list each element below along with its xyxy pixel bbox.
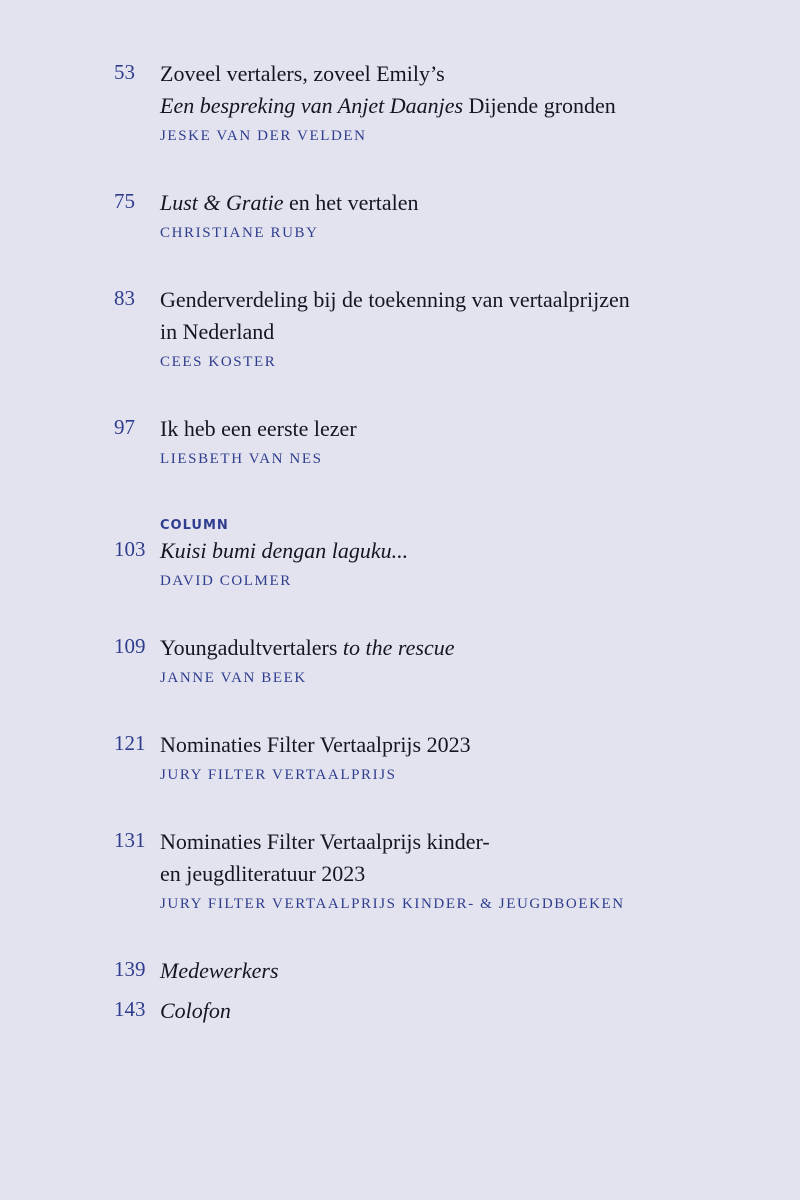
entry-author: JURY FILTER VERTAALPRIJS KINDER- & JEUGDBOEKEN xyxy=(160,896,625,912)
toc-entry[interactable] xyxy=(114,632,774,687)
entry-author: CEES KOSTER xyxy=(160,354,277,370)
toc-entry[interactable] xyxy=(114,413,774,468)
toc-entry[interactable] xyxy=(114,955,774,987)
page-number: 143 xyxy=(114,997,146,1021)
entry-author: JANNE VAN BEEK xyxy=(160,670,307,686)
toc-entry[interactable] xyxy=(114,284,774,371)
entry-title: Nominaties Filter Vertaalprijs 2023 xyxy=(160,732,471,757)
page-number: 109 xyxy=(114,634,146,658)
entry-title-line2: en jeugdliteratuur 2023 xyxy=(160,861,366,886)
toc-entry[interactable] xyxy=(114,535,774,590)
entry-title: Genderverdeling bij de toekenning van vertaalprijzen xyxy=(160,287,630,312)
title-italic: Lust & Gratie xyxy=(160,190,284,215)
page-number: 53 xyxy=(114,60,135,84)
section-label: COLUMN xyxy=(160,518,229,533)
entry-title-line2: in Nederland xyxy=(160,319,275,344)
entry-author: JURY FILTER VERTAALPRIJS xyxy=(160,767,397,783)
entry-author: CHRISTIANE RUBY xyxy=(160,225,319,241)
toc-entry[interactable] xyxy=(114,826,774,913)
title-rest: en het vertalen xyxy=(283,190,419,215)
subtitle-italic: Een bespreking van Anjet Daanjes xyxy=(160,93,464,118)
entry-title: Colofon xyxy=(160,998,231,1023)
page-number: 121 xyxy=(114,731,146,755)
entry-title: Zoveel vertalers, zoveel Emily’s xyxy=(160,61,445,86)
page-number: 103 xyxy=(114,537,146,561)
toc-entry[interactable] xyxy=(114,729,774,784)
page-number: 75 xyxy=(114,189,135,213)
entry-title xyxy=(160,632,774,664)
page-number: 97 xyxy=(114,415,135,439)
entry-title: Kuisi bumi dengan laguku... xyxy=(160,538,409,563)
page-number: 131 xyxy=(114,828,146,852)
page-number: 83 xyxy=(114,286,135,310)
entry-author: LIESBETH VAN NES xyxy=(160,451,323,467)
toc-entry[interactable] xyxy=(114,995,774,1027)
table-of-contents xyxy=(114,58,774,1035)
entry-author: DAVID COLMER xyxy=(160,573,292,589)
toc-entry[interactable] xyxy=(114,58,774,145)
subtitle-rest: Dijende gronden xyxy=(463,93,616,118)
title-rest: Youngadultvertalers xyxy=(160,635,343,660)
entry-title: Medewerkers xyxy=(160,958,279,983)
page-number: 139 xyxy=(114,957,146,981)
title-italic: to the rescue xyxy=(342,635,455,660)
entry-author: JESKE VAN DER VELDEN xyxy=(160,128,367,144)
entry-subtitle xyxy=(160,90,774,122)
toc-entry[interactable] xyxy=(114,187,774,242)
entry-title xyxy=(160,187,774,219)
entry-title: Nominaties Filter Vertaalprijs kinder- xyxy=(160,829,490,854)
entry-title: Ik heb een eerste lezer xyxy=(160,416,357,441)
